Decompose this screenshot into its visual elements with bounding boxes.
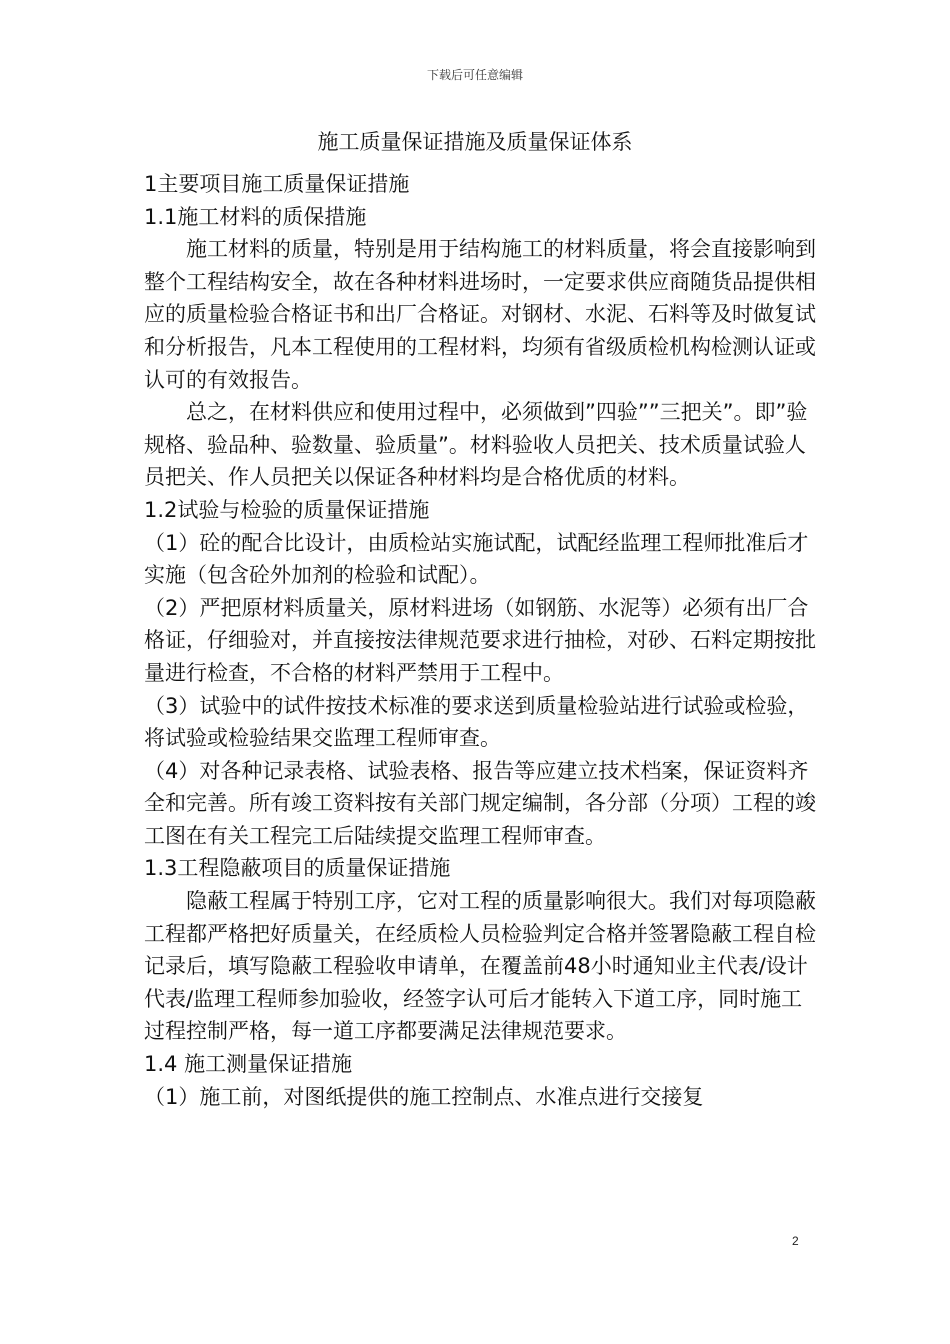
list-item-testing-1: （1）砼的配合比设计，由质检站实施试配，试配经监理工程师批准后才实施（包含砼外加剂的检验和试配）。	[144, 530, 809, 588]
section-heading-1-1: 1.1施工材料的质保措施	[144, 204, 367, 229]
section-heading-1-4: 1.4 施工测量保证措施	[144, 1052, 353, 1077]
page-number: 2	[792, 1234, 799, 1248]
section-heading-1-2: 1.2试验与检验的质量保证措施	[144, 497, 430, 522]
list-item-testing-4: （4）对各种记录表格、试验表格、报告等应建立技术档案，保证资料齐全和完善。所有竣工资料按有关部门规定编制，各分部（分项）工程的竣工图在有关工程完工后陆续提交监理工程师审查。	[144, 758, 816, 848]
document-title: 施工质量保证措施及质量保证体系	[317, 130, 633, 154]
section-heading-1-3: 1.3工程隐蔽项目的质量保证措施	[144, 856, 451, 881]
list-item-testing-3: （3）试验中的试件按技术标准的要求送到质量检验站进行试验或检验，将试验或检验结果交监理工程师审查。	[144, 693, 809, 751]
paragraph-concealed-works: 隐蔽工程属于特别工序，它对工程的质量影响很大。我们对每项隐蔽工程都严格把好质量关，在经质检人员检验判定合格并签署隐蔽工程自检记录后，填写隐蔽工程验收申请单，在覆盖前48小时通知业主代表/设计代表/监理工程师参加验收，经签字认可后才能转入下道工序，同时施工过程控制严格，每一道工序都要满足法律规范要求。	[144, 889, 816, 1044]
list-item-survey-1: （1）施工前，对图纸提供的施工控制点、水准点进行交接复	[144, 1084, 704, 1109]
header-note: 下载后可任意编辑	[426, 68, 523, 82]
paragraph-materials-summary: 总之，在材料供应和使用过程中，必须做到”四验””三把关”。即”验规格、验品种、验数量、验质量”。材料验收人员把关、技术质量试验人员把关、作人员把关以保证各种材料均是合格优质的材料。	[144, 400, 808, 490]
section-heading-1: 1主要项目施工质量保证措施	[144, 172, 410, 196]
paragraph-materials: 施工材料的质量，特别是用于结构施工的材料质量，将会直接影响到整个工程结构安全，故在各种材料进场时，一定要求供应商随货品提供相应的质量检验合格证书和出厂合格证。对钢材、水泥、石料等及时做复试和分析报告，凡本工程使用的工程材料，均须有省级质检机构检测认证或认可的有效报告。	[144, 237, 816, 392]
list-item-testing-2: （2）严把原材料质量关，原材料进场（如钢筋、水泥等）必须有出厂合格证，仔细验对，并直接按法律规范要求进行抽检，对砂、石料定期按批量进行检查，不合格的材料严禁用于工程中。	[144, 595, 816, 685]
document-body	[144, 168, 816, 1113]
